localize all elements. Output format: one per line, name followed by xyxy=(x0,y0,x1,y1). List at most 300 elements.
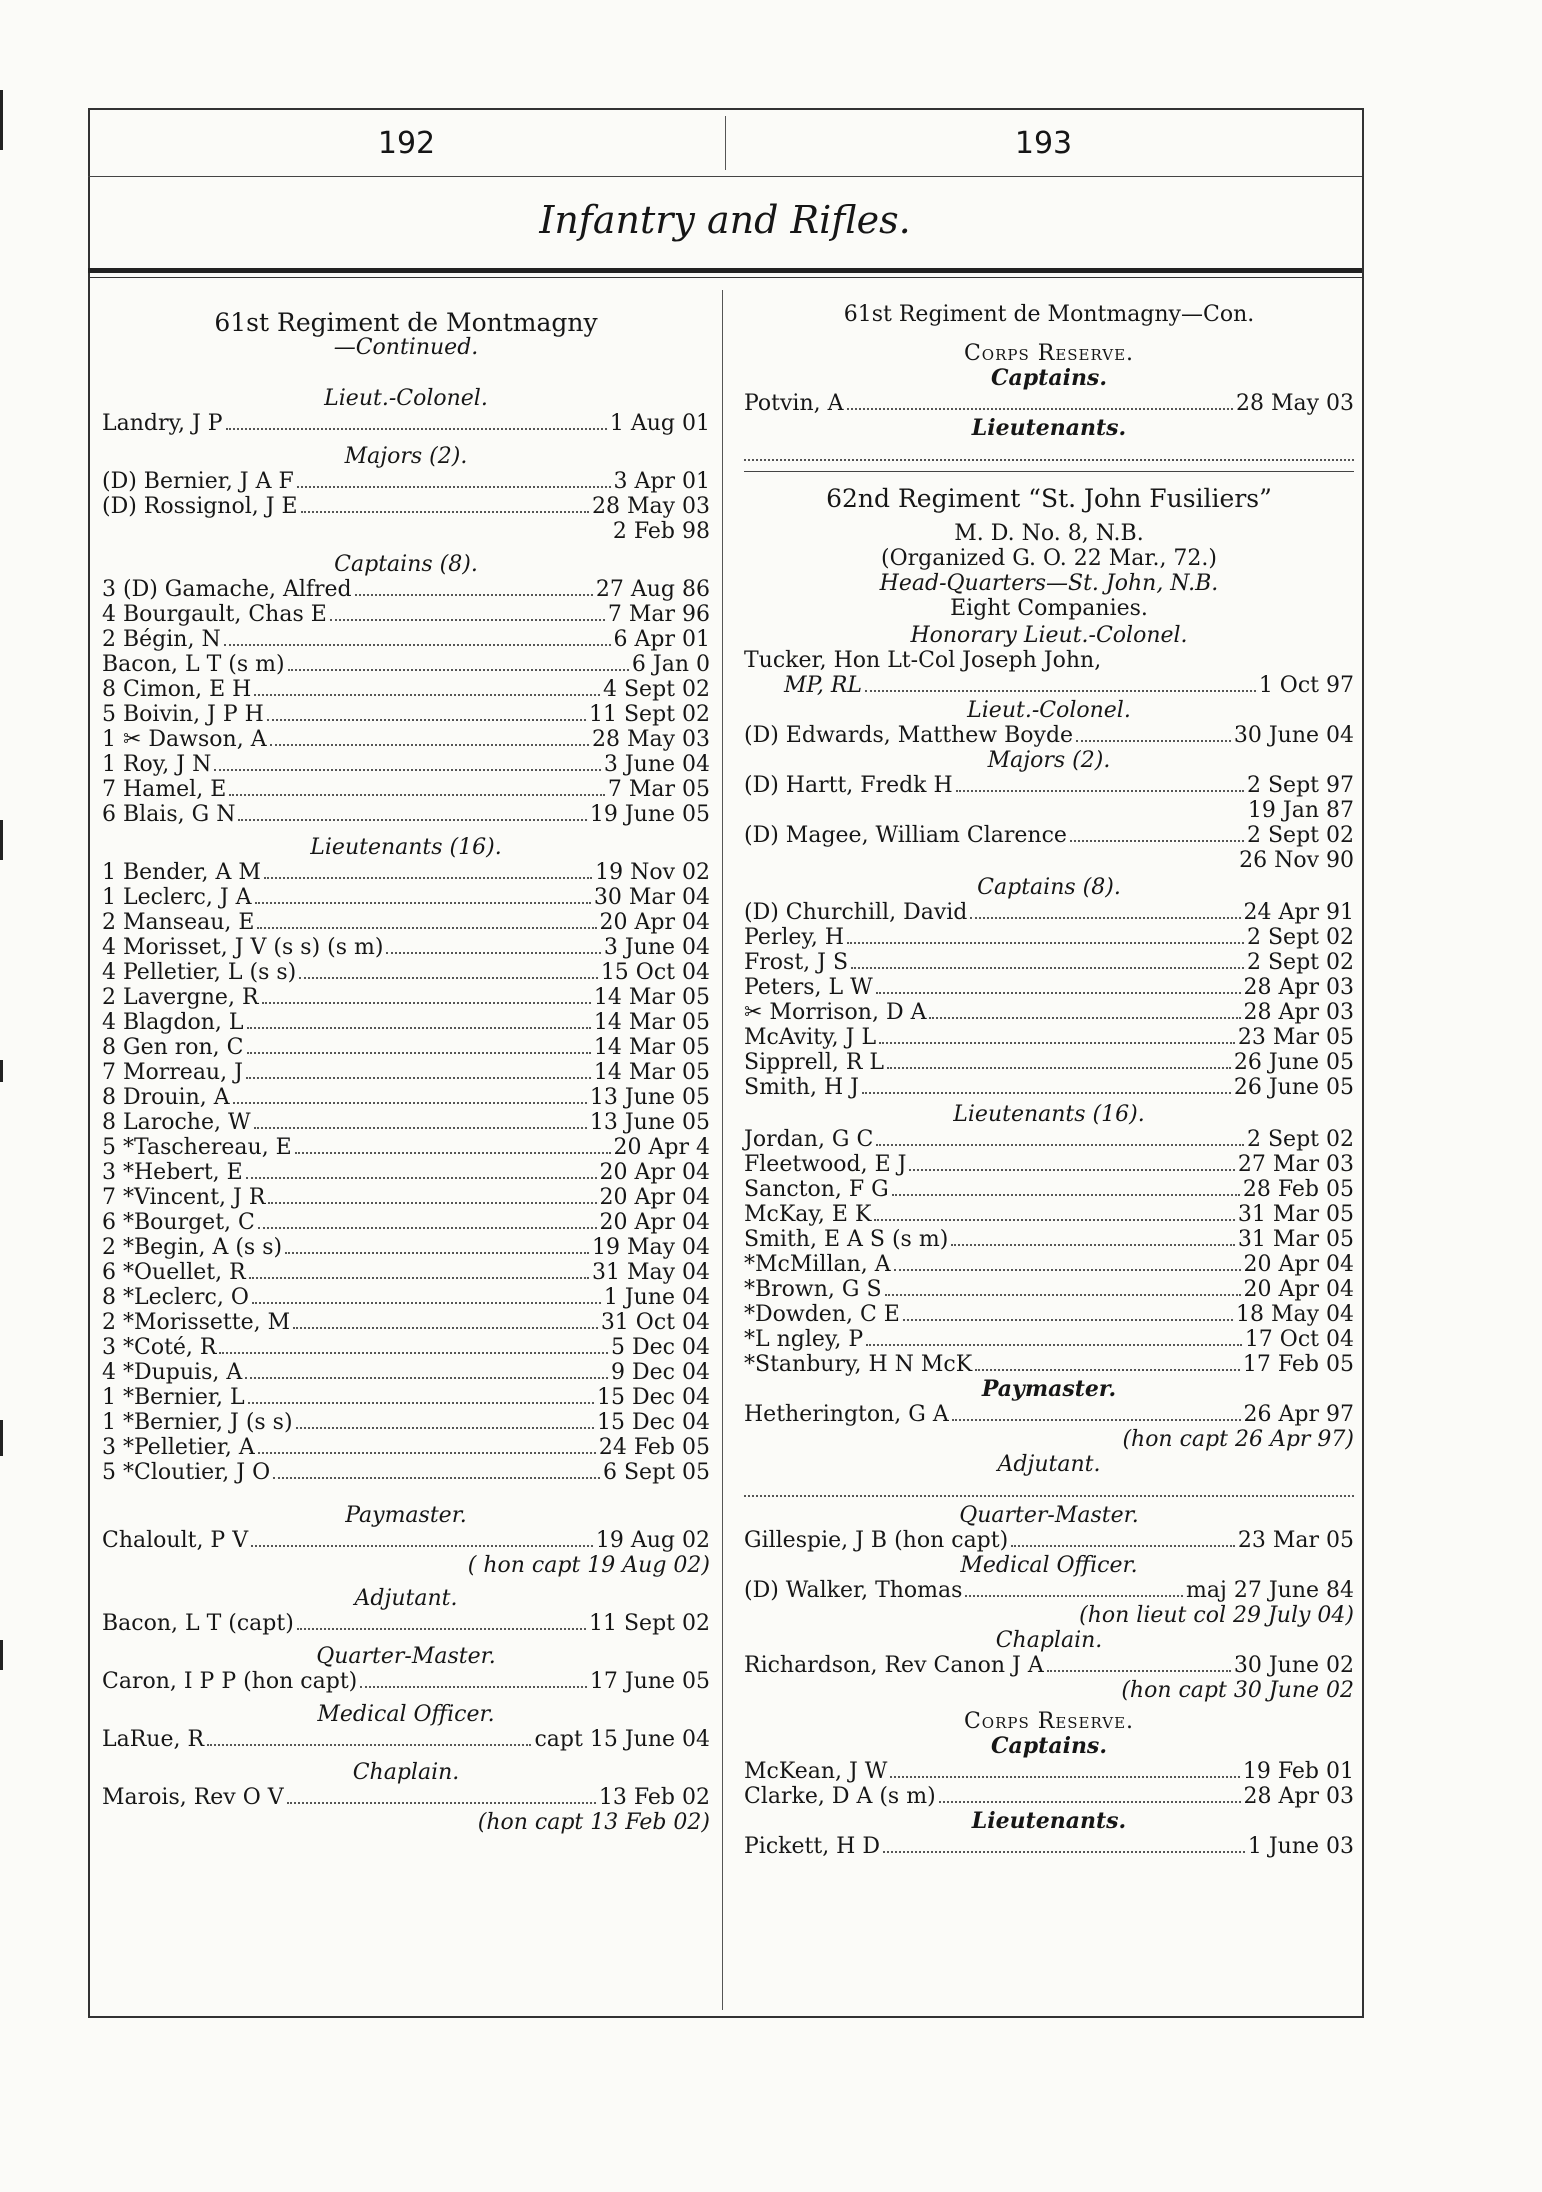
roster-entry xyxy=(102,1460,710,1485)
entry-date: 15 Dec 04 xyxy=(597,1410,710,1435)
roster-entry xyxy=(102,1135,710,1160)
entry-date: 28 Apr 03 xyxy=(1243,1000,1354,1025)
entry-name: 8 Gen ron, C xyxy=(102,1035,244,1060)
leader-dots xyxy=(903,1319,1233,1321)
roster-entry xyxy=(102,910,710,935)
paymaster-heading: Paymaster. xyxy=(981,1376,1117,1402)
leader-dots xyxy=(890,1776,1239,1778)
paymaster-heading: Paymaster. xyxy=(345,1503,467,1528)
entry-date: 6 Jan 0 xyxy=(631,652,710,677)
entry-note: (hon capt 30 June 02 xyxy=(1121,1678,1354,1703)
roster-entry xyxy=(102,652,710,677)
entry-date: 5 Dec 04 xyxy=(611,1335,710,1360)
roster-entry xyxy=(102,1185,710,1210)
roster-entry xyxy=(744,1227,1354,1252)
roster-entry xyxy=(102,1785,710,1810)
leader-dots xyxy=(246,1177,597,1179)
military-district: M. D. No. 8, N.B. xyxy=(954,521,1144,546)
entry-name: 6 *Bourget, C xyxy=(102,1210,255,1235)
entry-date: 15 Oct 04 xyxy=(600,960,710,985)
entry-date: 2 Sept 02 xyxy=(1247,823,1354,848)
entry-date: 30 June 04 xyxy=(1233,723,1354,748)
entry-name: *Dowden, C E xyxy=(744,1302,900,1327)
roster-entry xyxy=(102,702,710,727)
entry-name: 8 *Leclerc, O xyxy=(102,1285,249,1310)
leader-dots xyxy=(273,1477,600,1479)
roster-entry xyxy=(102,727,710,752)
entry-name: 6 Blais, G N xyxy=(102,802,236,827)
leader-dots xyxy=(894,1269,1241,1271)
leader-dots xyxy=(254,1127,587,1129)
leader-dots xyxy=(247,1027,591,1029)
leader-dots xyxy=(885,1294,1241,1296)
roster-entry xyxy=(102,802,710,827)
entry-date: 28 May 03 xyxy=(1235,391,1354,416)
entry-name: 3 *Pelletier, A xyxy=(102,1435,255,1460)
page-number-right: 193 xyxy=(1014,126,1073,161)
entry-name: 1 Leclerc, J A xyxy=(102,885,252,910)
roster-entry xyxy=(102,469,710,494)
roster-entry xyxy=(744,673,1354,698)
roster-entry xyxy=(102,985,710,1010)
roster-entry xyxy=(102,1110,710,1135)
entry-name: 1 *Bernier, L xyxy=(102,1385,245,1410)
leader-dots xyxy=(299,977,598,979)
leader-dots xyxy=(287,1802,596,1804)
leader-dots xyxy=(229,794,605,796)
entry-date: 28 Apr 03 xyxy=(1243,975,1354,1000)
leader-dots xyxy=(876,1144,1244,1146)
entry-name: Fleetwood, E J xyxy=(744,1152,907,1177)
entry-name: Smith, H J xyxy=(744,1075,859,1100)
entry-date: 26 June 05 xyxy=(1233,1050,1354,1075)
entry-name: Perley, H xyxy=(744,925,845,950)
leader-dots xyxy=(939,1801,1241,1803)
entry-date: 3 June 04 xyxy=(603,935,710,960)
leader-dots xyxy=(887,1067,1231,1069)
roster-entry xyxy=(102,1385,710,1410)
leader-dots xyxy=(297,486,611,488)
roster-entry xyxy=(102,1611,710,1636)
entry-date: 17 June 05 xyxy=(589,1669,710,1694)
captains-heading: Captains (8). xyxy=(334,552,478,577)
leader-dots xyxy=(219,1352,608,1354)
roster-entry xyxy=(744,1177,1354,1202)
leader-dots xyxy=(246,1077,591,1079)
lieutenants-heading: Lieutenants. xyxy=(971,415,1127,441)
leader-dots xyxy=(207,1744,531,1746)
entry-name: Clarke, D A (s m) xyxy=(744,1784,936,1809)
roster-entry xyxy=(102,1360,710,1385)
roster-entry xyxy=(744,1075,1354,1100)
roster-entry xyxy=(102,577,710,602)
leader-dots xyxy=(295,1152,611,1154)
leader-dots xyxy=(257,927,596,929)
entry-name: 6 *Ouellet, R xyxy=(102,1260,246,1285)
entry-date: 7 Mar 05 xyxy=(607,777,710,802)
roster-entry xyxy=(102,1435,710,1460)
entry-name: McAvity, J L xyxy=(744,1025,877,1050)
roster-entry xyxy=(744,1127,1354,1152)
entry-name: (D) Bernier, J A F xyxy=(102,469,294,494)
entry-date: 4 Sept 02 xyxy=(603,677,710,702)
leader-dots xyxy=(1076,740,1231,742)
regiment-separator xyxy=(744,471,1354,472)
entry-date: 13 Feb 02 xyxy=(598,1785,710,1810)
roster-entry xyxy=(744,1352,1354,1377)
entry-date: 18 May 04 xyxy=(1235,1302,1354,1327)
entry-date: 13 June 05 xyxy=(589,1110,710,1135)
leader-dots xyxy=(258,1452,596,1454)
lieutenants-list xyxy=(102,860,710,1485)
captains-list xyxy=(744,900,1354,1100)
regiment-continued-title: 61st Regiment de Montmagny—Con. xyxy=(843,302,1255,327)
entry-date: 31 May 04 xyxy=(591,1260,710,1285)
roster-entry xyxy=(744,950,1354,975)
entry-date: 19 Nov 02 xyxy=(595,860,710,885)
roster-entry xyxy=(744,1050,1354,1075)
leader-dots xyxy=(330,619,605,621)
roster-entry xyxy=(744,900,1354,925)
leader-dots xyxy=(360,1686,587,1688)
entry-name: (D) Walker, Thomas xyxy=(744,1578,963,1603)
roster-entry xyxy=(102,935,710,960)
entry-name: 7 Morreau, J xyxy=(102,1060,243,1085)
entry-date: capt 15 June 04 xyxy=(534,1727,710,1752)
entry-date: maj 27 June 84 xyxy=(1186,1578,1354,1603)
scan-edge-mark xyxy=(0,1640,3,1670)
roster-entry xyxy=(102,1235,710,1260)
leader-dots xyxy=(847,942,1244,944)
entry-name: Potvin, A xyxy=(744,391,844,416)
entry-name: 3 (D) Gamache, Alfred xyxy=(102,577,352,602)
leader-dots xyxy=(952,1419,1241,1421)
entry-name: Hetherington, G A xyxy=(744,1402,949,1427)
lieutenants-list xyxy=(744,1127,1354,1377)
entry-name: (D) Edwards, Matthew Boyde xyxy=(744,723,1074,748)
cr-captains-list xyxy=(744,1759,1354,1809)
leader-dots xyxy=(386,952,600,954)
entry-name: 5 Boivin, J P H xyxy=(102,702,264,727)
entry-date: 28 Feb 05 xyxy=(1242,1177,1354,1202)
roster-entry xyxy=(744,1302,1354,1327)
roster-entry xyxy=(102,960,710,985)
entry-date: 20 Apr 04 xyxy=(599,1210,710,1235)
entry-name: McKean, J W xyxy=(744,1759,888,1784)
leader-dots xyxy=(255,902,591,904)
thin-rule xyxy=(88,277,1362,278)
entry-date: 23 Mar 05 xyxy=(1237,1025,1354,1050)
entry-date: 2 Sept 02 xyxy=(1247,950,1354,975)
entry-name: 5 *Taschereau, E xyxy=(102,1135,292,1160)
leader-dots xyxy=(951,1244,1235,1246)
leader-dots xyxy=(226,428,607,430)
entry-date: 2 Sept 02 xyxy=(1247,925,1354,950)
majors-list xyxy=(102,469,710,519)
lieutenants-heading: Lieutenants (16). xyxy=(953,1102,1145,1127)
blank-entry-dots xyxy=(744,1481,1354,1497)
entry-name: McKay, E K xyxy=(744,1202,872,1227)
entry-name: Pickett, H D xyxy=(744,1834,880,1859)
roster-entry xyxy=(744,1578,1354,1603)
entry-name: 2 Manseau, E xyxy=(102,910,255,935)
entry-date: 24 Feb 05 xyxy=(598,1435,710,1460)
roster-entry xyxy=(744,925,1354,950)
entry-name: Caron, I P P (hon capt) xyxy=(102,1669,358,1694)
entry-date: 14 Mar 05 xyxy=(593,985,710,1010)
roster-entry xyxy=(102,411,710,436)
roster-entry xyxy=(102,860,710,885)
roster-entry xyxy=(102,885,710,910)
leader-dots xyxy=(254,694,600,696)
entry-name: 8 Drouin, A xyxy=(102,1085,230,1110)
entry-extra-date: 26 Nov 90 xyxy=(1239,848,1354,873)
leader-dots xyxy=(865,690,1256,692)
entry-date: 20 Apr 04 xyxy=(1243,1277,1354,1302)
entry-date: 19 Feb 01 xyxy=(1242,1759,1354,1784)
qm-heading: Quarter-Master. xyxy=(316,1644,496,1669)
qm-heading: Quarter-Master. xyxy=(959,1503,1139,1528)
entry-name: 3 *Coté, R xyxy=(102,1335,217,1360)
entry-date: 30 Mar 04 xyxy=(593,885,710,910)
entry-name: (D) Hartt, Fredk H xyxy=(744,773,953,798)
roster-entry xyxy=(744,1528,1354,1553)
column-divider xyxy=(722,290,723,2010)
entry-name: 5 *Cloutier, J O xyxy=(102,1460,271,1485)
headquarters: Head-Quarters—St. John, N.B. xyxy=(879,571,1219,596)
regiment-title: 61st Regiment de Montmagny xyxy=(214,308,598,337)
entry-date: 30 June 02 xyxy=(1233,1653,1354,1678)
roster-entry xyxy=(102,1035,710,1060)
leader-dots xyxy=(238,819,586,821)
page-header xyxy=(88,108,1362,177)
leader-dots xyxy=(355,594,593,596)
entry-name: 1 Roy, J N xyxy=(102,752,212,777)
entry-name: LaRue, R xyxy=(102,1727,205,1752)
entry-date: 23 Mar 05 xyxy=(1237,1528,1354,1553)
entry-name: 2 Lavergne, R xyxy=(102,985,259,1010)
entry-name: Richardson, Rev Canon J A xyxy=(744,1653,1044,1678)
entry-extra-date: 2 Feb 98 xyxy=(612,519,710,544)
entry-name: Frost, J S xyxy=(744,950,849,975)
roster-entry xyxy=(744,1277,1354,1302)
roster-entry xyxy=(102,494,710,519)
leader-dots xyxy=(965,1595,1183,1597)
leader-dots xyxy=(264,877,592,879)
leader-dots xyxy=(224,644,611,646)
entry-name: Jordan, G C xyxy=(744,1127,874,1152)
entry-date: 9 Dec 04 xyxy=(611,1360,710,1385)
corps-reserve-heading: Corps Reserve. xyxy=(963,1709,1135,1734)
entry-name: *Stanbury, H N McK xyxy=(744,1352,973,1377)
entry-date: 1 Oct 97 xyxy=(1258,673,1354,698)
roster-entry xyxy=(744,1000,1354,1025)
majors-heading: Majors (2). xyxy=(344,444,468,469)
section-title: Infantry and Rifles. xyxy=(539,198,911,242)
roster-entry xyxy=(744,1025,1354,1050)
blank-entry-dots xyxy=(744,445,1354,461)
regiment-continued: —Continued. xyxy=(333,335,479,360)
companies-count: Eight Companies. xyxy=(950,596,1148,621)
leader-dots xyxy=(297,1628,586,1630)
roster-entry xyxy=(744,391,1354,416)
leader-dots xyxy=(1047,1670,1231,1672)
entry-date: 3 Apr 01 xyxy=(613,469,710,494)
roster-entry xyxy=(102,1060,710,1085)
leader-dots xyxy=(1011,1545,1235,1547)
entry-date: 7 Mar 96 xyxy=(607,602,710,627)
leader-dots xyxy=(267,719,586,721)
roster-entry xyxy=(744,1759,1354,1784)
leader-dots xyxy=(245,1377,608,1379)
entry-name: Bacon, L T (s m) xyxy=(102,652,285,677)
leader-dots xyxy=(262,1002,591,1004)
roster-entry xyxy=(102,1285,710,1310)
entry-name: Smith, E A S (s m) xyxy=(744,1227,949,1252)
entry-name: 8 Cimon, E H xyxy=(102,677,252,702)
roster-entry xyxy=(102,752,710,777)
roster-entry-name-line: Tucker, Hon Lt-Col Joseph John, xyxy=(744,648,1102,673)
roster-entry xyxy=(102,1410,710,1435)
leader-dots xyxy=(975,1369,1240,1371)
mo-heading: Medical Officer. xyxy=(960,1553,1138,1578)
entry-name: *Brown, G S xyxy=(744,1277,882,1302)
captains-heading: Captains. xyxy=(991,1733,1107,1759)
leader-dots xyxy=(251,1545,593,1547)
lieutenants-heading: Lieutenants (16). xyxy=(310,835,502,860)
roster-entry xyxy=(102,1010,710,1035)
roster-entry xyxy=(744,975,1354,1000)
roster-entry xyxy=(102,777,710,802)
leader-dots xyxy=(248,1402,594,1404)
leader-dots xyxy=(293,1327,598,1329)
hon-lt-col-heading: Honorary Lieut.-Colonel. xyxy=(910,623,1188,648)
roster-entry xyxy=(102,1310,710,1335)
leader-dots xyxy=(862,1092,1231,1094)
entry-date: 13 June 05 xyxy=(589,1085,710,1110)
majors-heading: Majors (2). xyxy=(987,748,1111,773)
captains-heading: Captains (8). xyxy=(977,875,1121,900)
entry-date: 20 Apr 4 xyxy=(613,1135,710,1160)
lieutenants-heading: Lieutenants. xyxy=(971,1808,1127,1834)
entry-name: Gillespie, J B (hon capt) xyxy=(744,1528,1009,1553)
roster-entry xyxy=(744,1834,1354,1859)
entry-name: Landry, J P xyxy=(102,411,223,436)
entry-date: 6 Sept 05 xyxy=(603,1460,710,1485)
leader-dots xyxy=(847,408,1233,410)
entry-name: 4 Blagdon, L xyxy=(102,1010,244,1035)
leader-dots xyxy=(879,1042,1235,1044)
leader-dots xyxy=(296,1427,594,1429)
entry-name: MP, RL xyxy=(784,673,863,698)
entry-name: Sipprell, R L xyxy=(744,1050,885,1075)
entry-date: 2 Sept 02 xyxy=(1247,1127,1354,1152)
entry-date: 14 Mar 05 xyxy=(593,1035,710,1060)
adjutant-heading: Adjutant. xyxy=(354,1586,458,1611)
bottom-rule xyxy=(88,2016,1362,2018)
roster-entry xyxy=(744,1252,1354,1277)
entry-name: 4 Morisset, J V (s s) (s m) xyxy=(102,935,384,960)
entry-date: 1 June 03 xyxy=(1247,1834,1354,1859)
roster-entry xyxy=(102,1160,710,1185)
roster-entry xyxy=(744,1327,1354,1352)
entry-date: 2 Sept 97 xyxy=(1247,773,1354,798)
entry-date: 17 Oct 04 xyxy=(1244,1327,1354,1352)
captains-heading: Captains. xyxy=(991,365,1107,391)
leader-dots xyxy=(285,1252,589,1254)
roster-entry xyxy=(744,723,1354,748)
mo-heading: Medical Officer. xyxy=(317,1702,495,1727)
entry-name: (D) Churchill, David xyxy=(744,900,968,925)
entry-date: 17 Feb 05 xyxy=(1242,1352,1354,1377)
corps-reserve-heading: Corps Reserve. xyxy=(963,341,1135,366)
leader-dots xyxy=(268,1202,596,1204)
entry-date: 11 Sept 02 xyxy=(589,702,710,727)
entry-name: Chaloult, P V xyxy=(102,1528,249,1553)
entry-date: 31 Mar 05 xyxy=(1237,1227,1354,1252)
entry-date: 31 Oct 04 xyxy=(600,1310,710,1335)
entry-date: 11 Sept 02 xyxy=(589,1611,710,1636)
leader-dots xyxy=(214,769,600,771)
leader-dots xyxy=(970,917,1240,919)
entry-name: 2 Bégin, N xyxy=(102,627,221,652)
leader-dots xyxy=(301,511,589,513)
adjutant-heading: Adjutant. xyxy=(997,1452,1101,1477)
roster-entry xyxy=(744,823,1354,848)
thick-rule xyxy=(88,268,1362,273)
leader-dots xyxy=(270,744,589,746)
leader-dots xyxy=(288,669,629,671)
entry-date: 28 Apr 03 xyxy=(1243,1784,1354,1809)
roster-entry xyxy=(744,1784,1354,1809)
right-column xyxy=(744,302,1354,1859)
entry-date: 27 Mar 03 xyxy=(1237,1152,1354,1177)
leader-dots xyxy=(866,1344,1242,1346)
roster-entry xyxy=(102,1085,710,1110)
entry-note: (hon lieut col 29 July 04) xyxy=(1079,1603,1354,1628)
roster-entry xyxy=(744,1202,1354,1227)
entry-name: Bacon, L T (capt) xyxy=(102,1611,294,1636)
leader-dots xyxy=(892,1194,1240,1196)
entry-note: (hon capt 13 Feb 02) xyxy=(477,1810,710,1835)
entry-date: 19 June 05 xyxy=(589,802,710,827)
scan-edge-mark xyxy=(0,1060,3,1082)
entry-name: *McMillan, A xyxy=(744,1252,891,1277)
roster-entry xyxy=(744,773,1354,798)
roster-entry xyxy=(102,1528,710,1553)
entry-date: 24 Apr 91 xyxy=(1243,900,1354,925)
entry-date: 19 Aug 02 xyxy=(595,1528,710,1553)
leader-dots xyxy=(258,1227,597,1229)
entry-name: 7 Hamel, E xyxy=(102,777,227,802)
entry-name: ✂ Morrison, D A xyxy=(744,1000,927,1025)
entry-date: 14 Mar 05 xyxy=(593,1010,710,1035)
captains-list xyxy=(102,577,710,827)
roster-entry xyxy=(102,1669,710,1694)
page-number-left: 192 xyxy=(377,126,436,161)
entry-name: 1 ✂ Dawson, A xyxy=(102,727,267,752)
scan-edge-mark xyxy=(0,1420,3,1456)
entry-date: 19 May 04 xyxy=(591,1235,710,1260)
leader-dots xyxy=(876,992,1241,994)
lt-col-heading: Lieut.-Colonel. xyxy=(324,386,488,411)
chaplain-heading: Chaplain. xyxy=(352,1760,460,1785)
entry-name: (D) Rossignol, J E xyxy=(102,494,298,519)
regiment-title: 62nd Regiment “St. John Fusiliers” xyxy=(826,484,1272,513)
entry-date: 27 Aug 86 xyxy=(595,577,710,602)
entry-name: 1 Bender, A M xyxy=(102,860,261,885)
entry-name: 4 *Dupuis, A xyxy=(102,1360,243,1385)
